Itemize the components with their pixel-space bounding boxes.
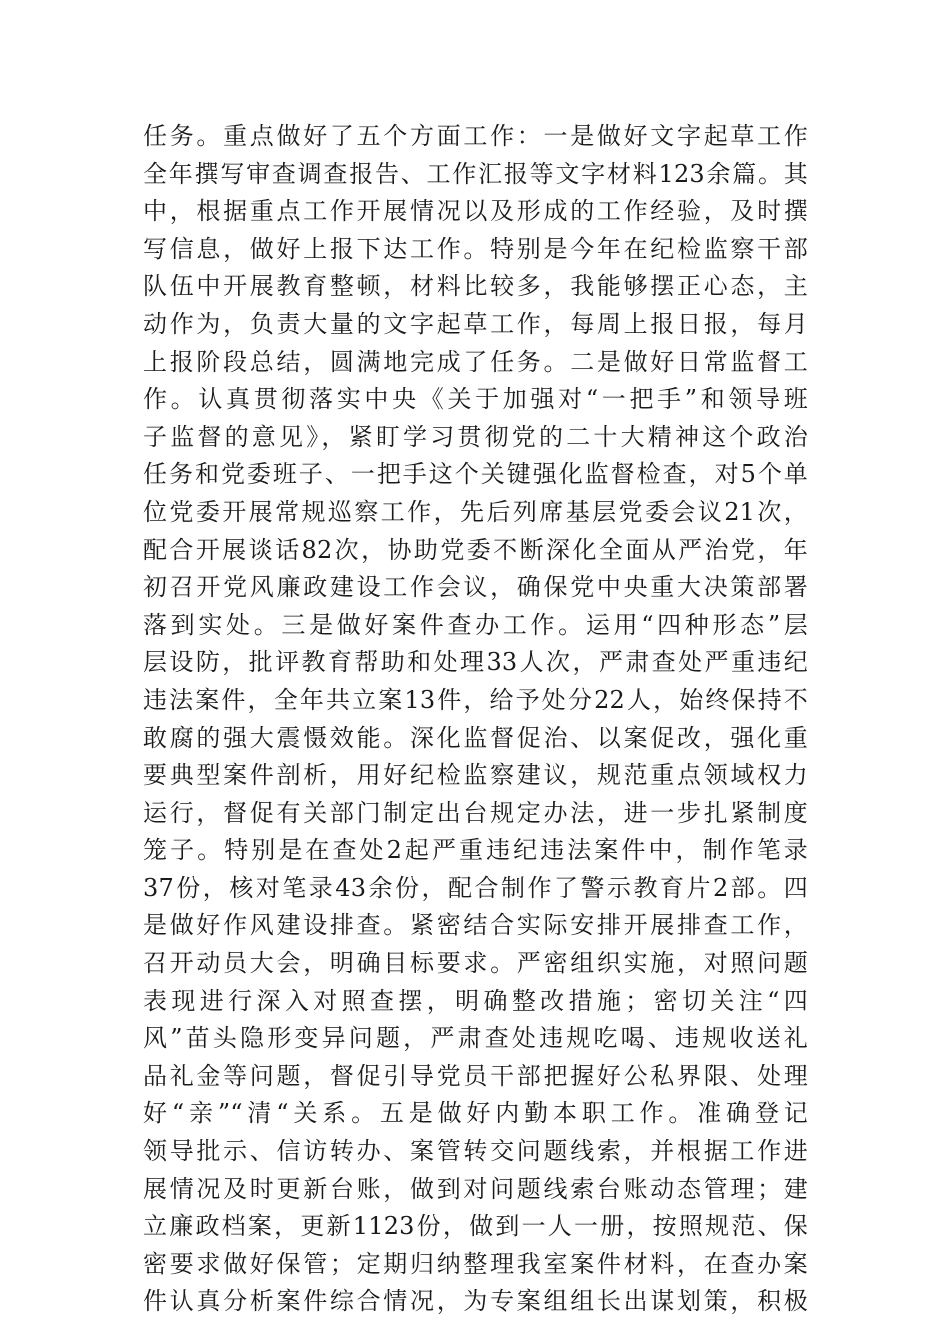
text-line: 领导批示、信访转办、案管转交问题线索，并根据工作进 xyxy=(143,1137,808,1166)
text-line: 立廉政档案，更新1123份，做到一人一册，按照规范、保 xyxy=(143,1212,808,1241)
text-line: 配合开展谈话82次，协助党委不断深化全面从严治党，年 xyxy=(143,535,808,564)
text-line: 位党委开展常规巡察工作，先后列席基层党委会议21次， xyxy=(143,497,808,526)
text-line: 全年撰写审查调查报告、工作汇报等文字材料123余篇。其 xyxy=(143,159,808,188)
text-line: 要典型案件剖析，用好纪检监察建议，规范重点领域权力 xyxy=(143,761,808,790)
text-line: 写信息，做好上报下达工作。特别是今年在纪检监察干部 xyxy=(143,234,808,263)
text-line: 召开动员大会，明确目标要求。严密组织实施，对照问题 xyxy=(143,949,808,978)
body-text xyxy=(143,118,808,1321)
text-line: 件认真分析案件综合情况，为专案组组长出谋划策，积极 xyxy=(143,1287,808,1316)
text-line: 动作为，负责大量的文字起草工作，每周上报日报，每月 xyxy=(143,309,808,338)
text-line: 密要求做好保管；定期归纳整理我室案件材料，在查办案 xyxy=(143,1249,808,1278)
text-line: 笼子。特别是在查处2起严重违纪违法案件中，制作笔录 xyxy=(143,836,808,865)
text-line: 初召开党风廉政建设工作会议，确保党中央重大决策部署 xyxy=(143,573,808,602)
text-line: 上报阶段总结，圆满地完成了任务。二是做好日常监督工 xyxy=(143,347,808,376)
text-line: 队伍中开展教育整顿，材料比较多，我能够摆正心态，主 xyxy=(143,272,808,301)
text-line: 任务。重点做好了五个方面工作：一是做好文字起草工作 xyxy=(143,122,808,150)
text-line: 作。认真贯彻落实中央《关于加强对“一把手”和领导班 xyxy=(143,385,808,414)
text-line: 运行，督促有关部门制定出台规定办法，进一步扎紧制度 xyxy=(143,798,808,827)
text-line: 中，根据重点工作开展情况以及形成的工作经验，及时撰 xyxy=(143,197,808,226)
text-line: 违法案件，全年共立案13件，给予处分22人，始终保持不 xyxy=(143,685,808,714)
text-line: 风”苗头隐形变异问题，严肃查处违规吃喝、违规收送礼 xyxy=(143,1024,808,1053)
text-line: 敢腐的强大震慑效能。深化监督促治、以案促改，强化重 xyxy=(143,723,808,752)
text-line: 37份，核对笔录43余份，配合制作了警示教育片2部。四 xyxy=(143,873,808,902)
text-line: 落到实处。三是做好案件查办工作。运用“四种形态”层 xyxy=(143,610,808,639)
text-line: 层设防，批评教育帮助和处理33人次，严肃查处严重违纪 xyxy=(143,648,808,677)
text-line: 展情况及时更新台账，做到对问题线索台账动态管理；建 xyxy=(143,1174,808,1203)
text-line: 好“亲”“清“关系。五是做好内勤本职工作。准确登记 xyxy=(143,1099,808,1128)
text-line: 任务和党委班子、一把手这个关键强化监督检查，对5个单 xyxy=(143,460,808,489)
text-line: 是做好作风建设排查。紧密结合实际安排开展排查工作， xyxy=(143,911,808,940)
text-line: 表现进行深入对照查摆，明确整改措施；密切关注“四 xyxy=(143,986,808,1015)
text-line: 品礼金等问题，督促引导党员干部把握好公私界限、处理 xyxy=(143,1061,808,1090)
text-line: 子监督的意见》，紧盯学习贯彻党的二十大精神这个政治 xyxy=(143,422,808,451)
